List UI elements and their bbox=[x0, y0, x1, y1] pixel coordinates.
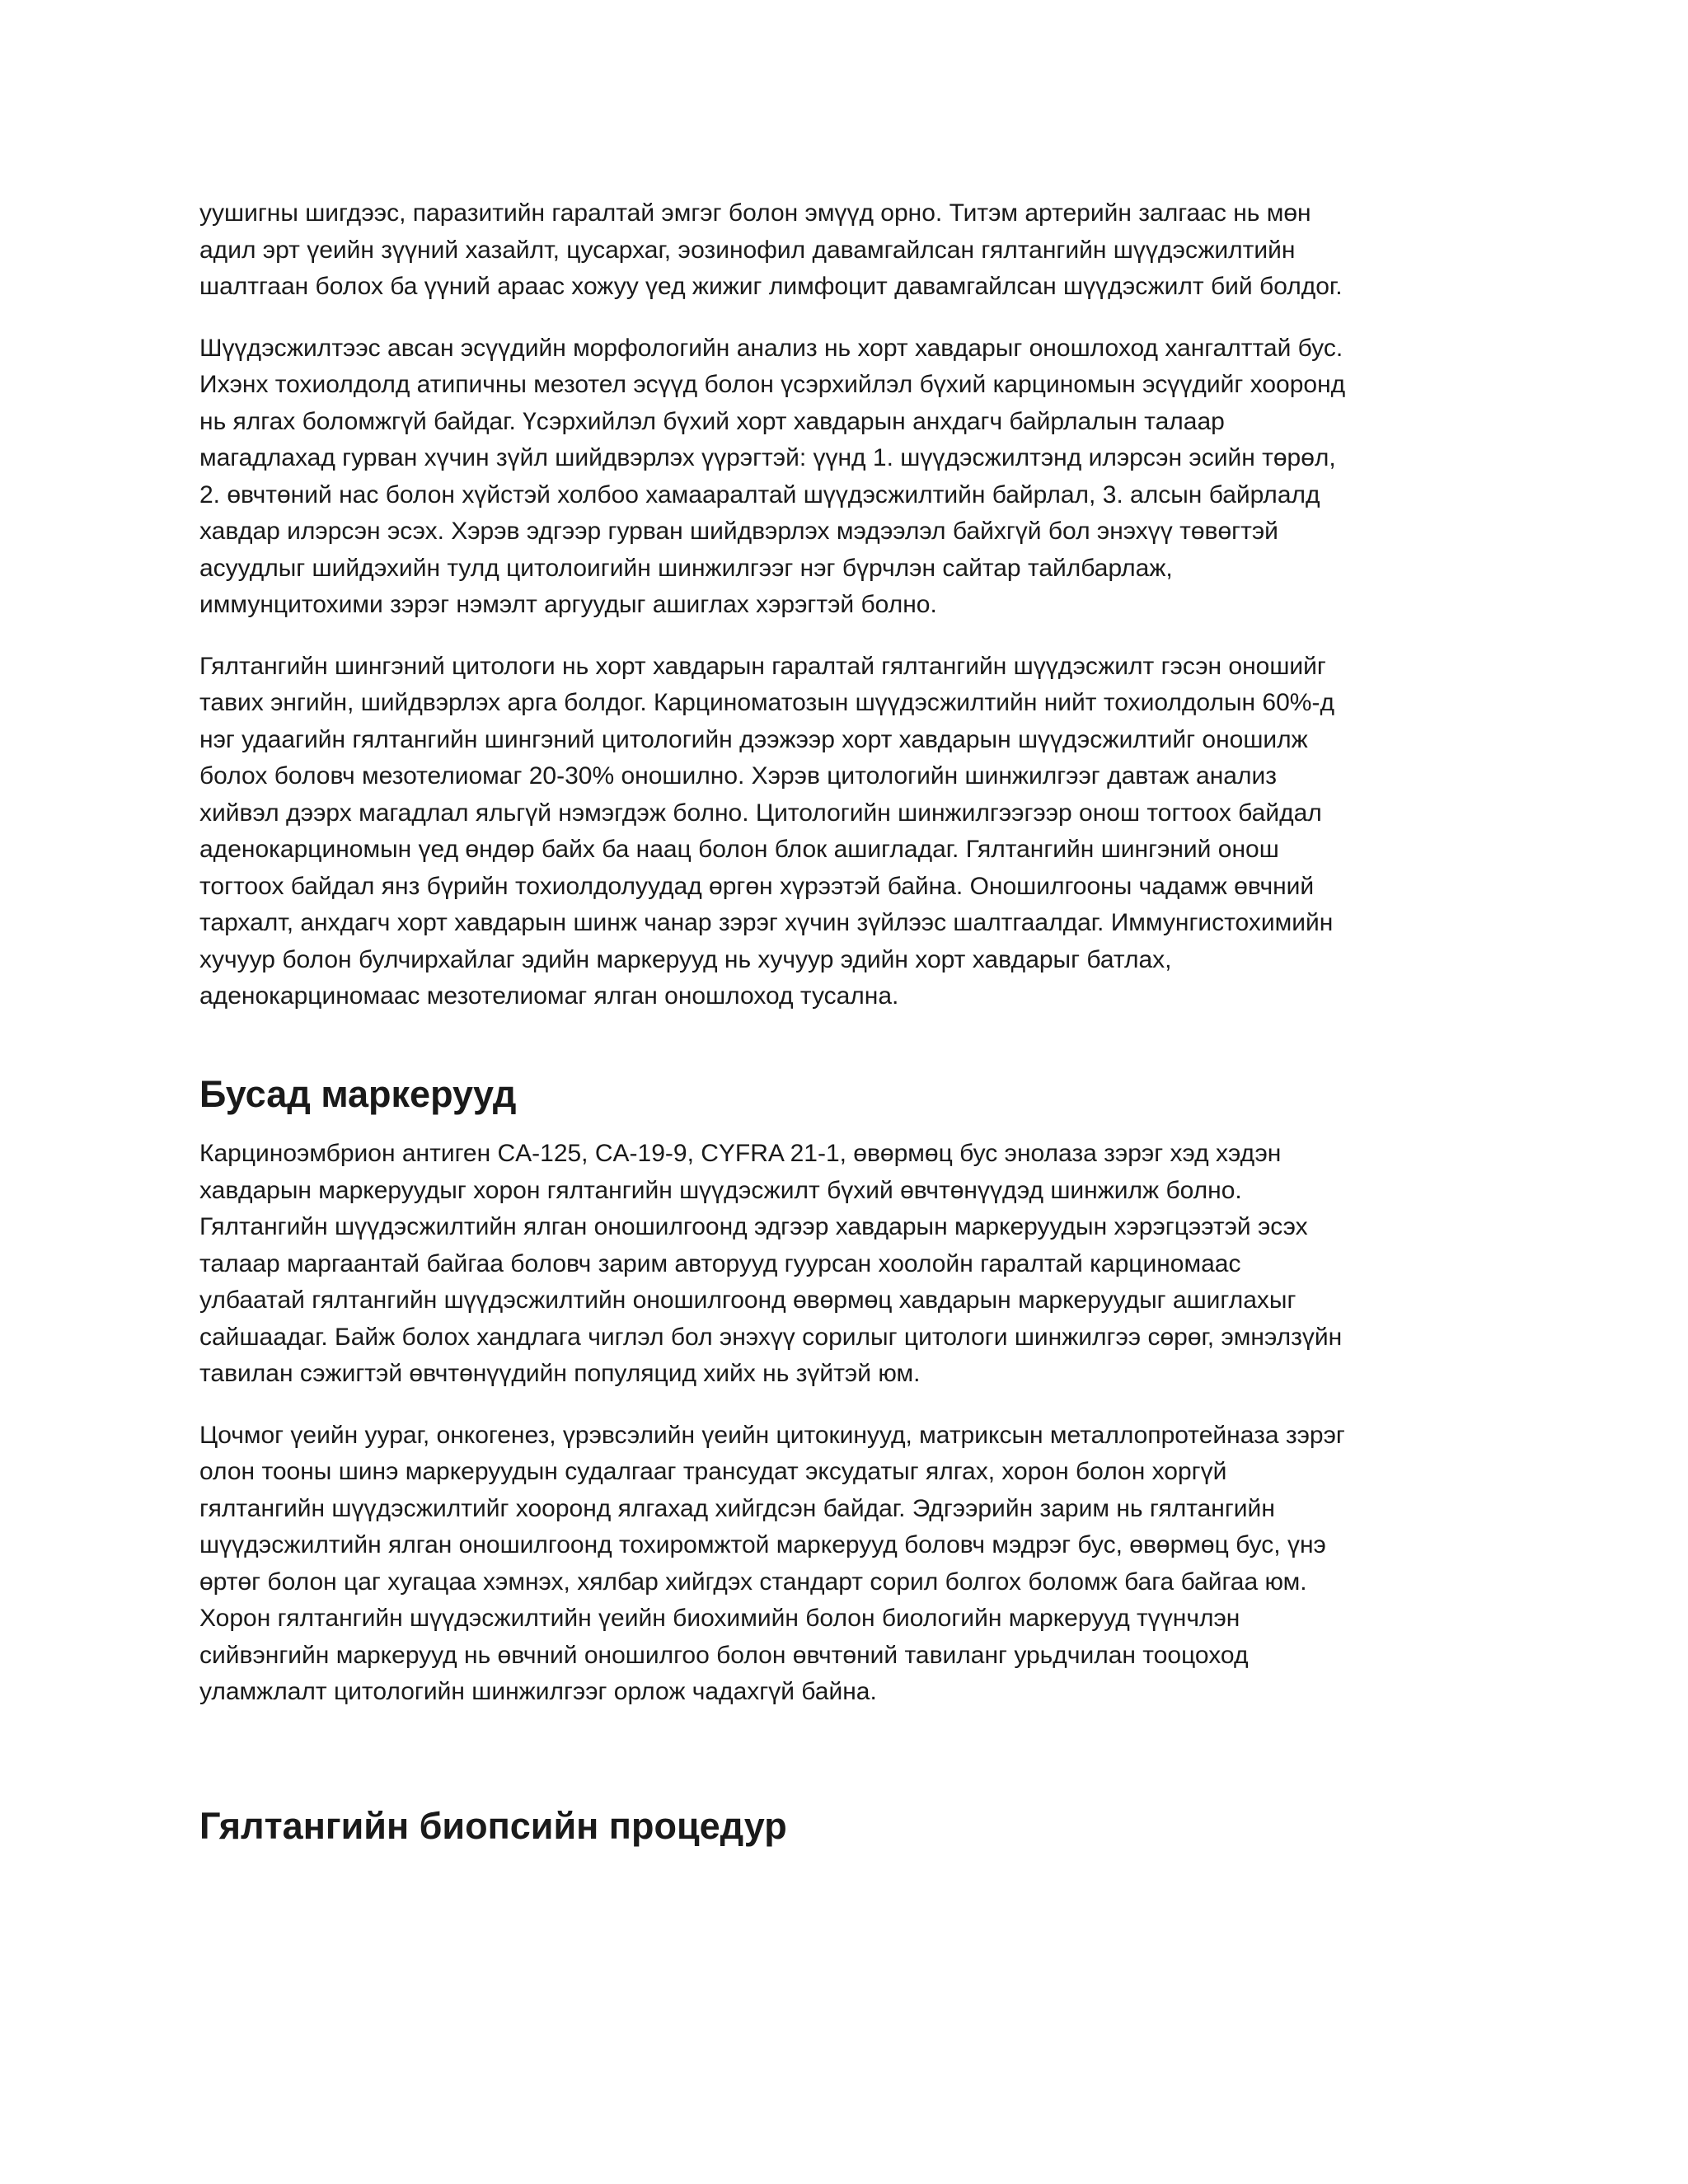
text-line: магадлахад гурван хүчин зүйл шийдвэрлэх үүрэгтэй: үүнд 1. шүүдэсжилтэнд илэрсэн эсийн төрөл, bbox=[199, 444, 1336, 471]
text-line: Карциноэмбрион антиген CA-125, CA-19-9, CYFRA 21-1, өвөрмөц бус энолаза зэрэг хэд хэдэн bbox=[199, 1140, 1282, 1167]
text-line: аденокарциномаас мезотелиомаг ялган оношлоход тусална. bbox=[199, 982, 899, 1010]
text-line: нь ялгах боломжгүй байдаг. Үсэрхийлэл бүхий хорт хавдарын анхдагч байрлалын талаар bbox=[199, 407, 1225, 435]
paragraph-5 bbox=[199, 1418, 1492, 1711]
text-line: Хорон гялтангийн шүүдэсжилтийн үеийн биохимийн болон биологийн маркерууд түүнчлэн bbox=[199, 1605, 1240, 1632]
text-line: 2. өвчтөний нас болон хүйстэй холбоо хамааралтай шүүдэсжилтийн байрлал, 3. алсын байрлалд bbox=[199, 480, 1320, 509]
text-line: өртөг болон цаг хугацаа хэмнэх, хялбар хийгдэх стандарт сорил болгох боломж бага байгаа юм. bbox=[199, 1568, 1307, 1596]
text-line: хавдар илэрсэн эсэх. Хэрэв эдгээр гурван шийдвэрлэх мэдээлэл байхгүй бол энэхүү төвөгтэй bbox=[199, 518, 1278, 545]
text-line: Ихэнх тохиолдолд атипичны мезотел эсүүд болон үсэрхийлэл бүхий карциномын эсүүдийг хооронд bbox=[199, 371, 1346, 398]
paragraph-1 bbox=[199, 195, 1492, 306]
text-line: нэг удаагийн гялтангийн шингэний цитологийн дээжээр хорт хавдарын шүүдэсжилтийг оношилж bbox=[199, 725, 1308, 753]
paragraph-2 bbox=[199, 330, 1492, 624]
document-page bbox=[199, 195, 1492, 1847]
text-line: улбаатай гялтангийн шүүдэсжилтийн оношилгоонд өвөрмөц хавдарын маркеруудыг ашиглахыг bbox=[199, 1286, 1296, 1314]
text-line: аденокарциномын үед өндөр байх ба наац болон блок ашигладаг. Гялтангийн шингэний онош bbox=[199, 836, 1279, 863]
text-line: уушигны шигдээс, паразитийн гаралтай эмгэг болон эмүүд орно. Титэм артерийн залгаас нь мөн bbox=[199, 199, 1311, 227]
paragraph-4 bbox=[199, 1136, 1492, 1393]
text-line: тогтоох байдал янз бүрийн тохиолдолуудад өргөн хүрээтэй байна. Оношилгооны чадамж өвчний bbox=[199, 872, 1315, 900]
text-line: Цочмог үеийн уураг, онкогенез, үрэвсэлийн үеийн цитокинууд, матриксын металлопротейназа зэрэг bbox=[199, 1421, 1345, 1449]
text-line: хучуур болон булчирхайлаг эдийн маркерууд нь хучуур эдийн хорт хавдарыг батлах, bbox=[199, 945, 1172, 973]
text-line: иммунцитохими зэрэг нэмэлт аргуудыг ашиглах хэрэгтэй болно. bbox=[199, 591, 937, 618]
text-line: шалтгаан болох ба үүний араас хожуу үед жижиг лимфоцит давамгайлсан шүүдэсжилт бий болдог. bbox=[199, 273, 1343, 300]
text-line: сийвэнгийн маркерууд нь өвчний оношилгоо болон өвчтөний тавиланг урьдчилан тооцоход bbox=[199, 1641, 1249, 1669]
text-line: Шүүдэсжилтээс авсан эсүүдийн морфологийн анализ нь хорт хавдарыг оношлоход хангалттай бус. bbox=[199, 334, 1343, 362]
section-heading-pleural-biopsy: Гялтангийн биопсийн процедур bbox=[199, 1804, 787, 1847]
text-line: адил эрт үеийн зүүний хазайлт, цусархаг, эозинофил давамгайлсан гялтангийн шүүдэсжилтийн bbox=[199, 236, 1296, 264]
paragraph-3 bbox=[199, 649, 1492, 1015]
section-heading-other-markers: Бусад маркерууд bbox=[199, 1072, 517, 1115]
text-line: уламжлалт цитологийн шинжилгээг орлож чадахгүй байна. bbox=[199, 1678, 877, 1705]
text-line: тархалт, анхдагч хорт хавдарын шинж чанар зэрэг хүчин зүйлээс шалтгаалдаг. Иммунгистохимийн bbox=[199, 909, 1334, 936]
text-line: талаар маргаантай байгаа боловч зарим авторууд гуурсан хоолойн гаралтай карциномаас bbox=[199, 1249, 1241, 1277]
text-line: тавих энгийн, шийдвэрлэх арга болдог. Карциноматозын шүүдэсжилтийн нийт тохиолдолын 60%-д bbox=[199, 689, 1334, 716]
text-line: хийвэл дээрх магадлал яльгүй нэмэгдэж болно. Цитологийн шинжилгээгээр онош тогтоох байдал bbox=[199, 799, 1322, 827]
text-line: олон тооны шинэ маркеруудын судалгааг трансудат эксудатыг ялгах, хорон болон хоргүй bbox=[199, 1458, 1227, 1485]
text-line: асуудлыг шийдэхийн тулд цитолоигийн шинжилгээг нэг бүрчлэн сайтар тайлбарлаж, bbox=[199, 554, 1173, 582]
text-line: шүүдэсжилтийн ялган оношилгоонд тохиромжтой маркерууд боловч мэдрэг бус, өвөрмөц бус, үнэ bbox=[199, 1531, 1326, 1558]
text-line: болох боловч мезотелиомаг 20-30% оношилно. Хэрэв цитологийн шинжилгээг давтаж анализ bbox=[199, 762, 1277, 790]
text-line: Гялтангийн шүүдэсжилтийн ялган оношилгоонд эдгээр хавдарын маркеруудын хэрэгцээтэй эсэх bbox=[199, 1213, 1308, 1240]
text-line: сайшаадаг. Байж болох хандлага чиглэл бол энэхүү сорилыг цитологи шинжилгээ сөрөг, эмнэлзүйн bbox=[199, 1323, 1343, 1351]
text-line: гялтангийн шүүдэсжилтийг хооронд ялгахад хийгдсэн байдаг. Эдгээрийн зарим нь гялтангийн bbox=[199, 1494, 1275, 1522]
text-line: Гялтангийн шингэний цитологи нь хорт хавдарын гаралтай гялтангийн шүүдэсжилт гэсэн оношийг bbox=[199, 652, 1326, 680]
text-line: тавилан сэжигтэй өвчтөнүүдийн популяцид хийх нь зүйтэй юм. bbox=[199, 1360, 921, 1387]
text-line: хавдарын маркеруудыг хорон гялтангийн шүүдэсжилт бүхий өвчтөнүүдэд шинжилж болно. bbox=[199, 1176, 1242, 1204]
